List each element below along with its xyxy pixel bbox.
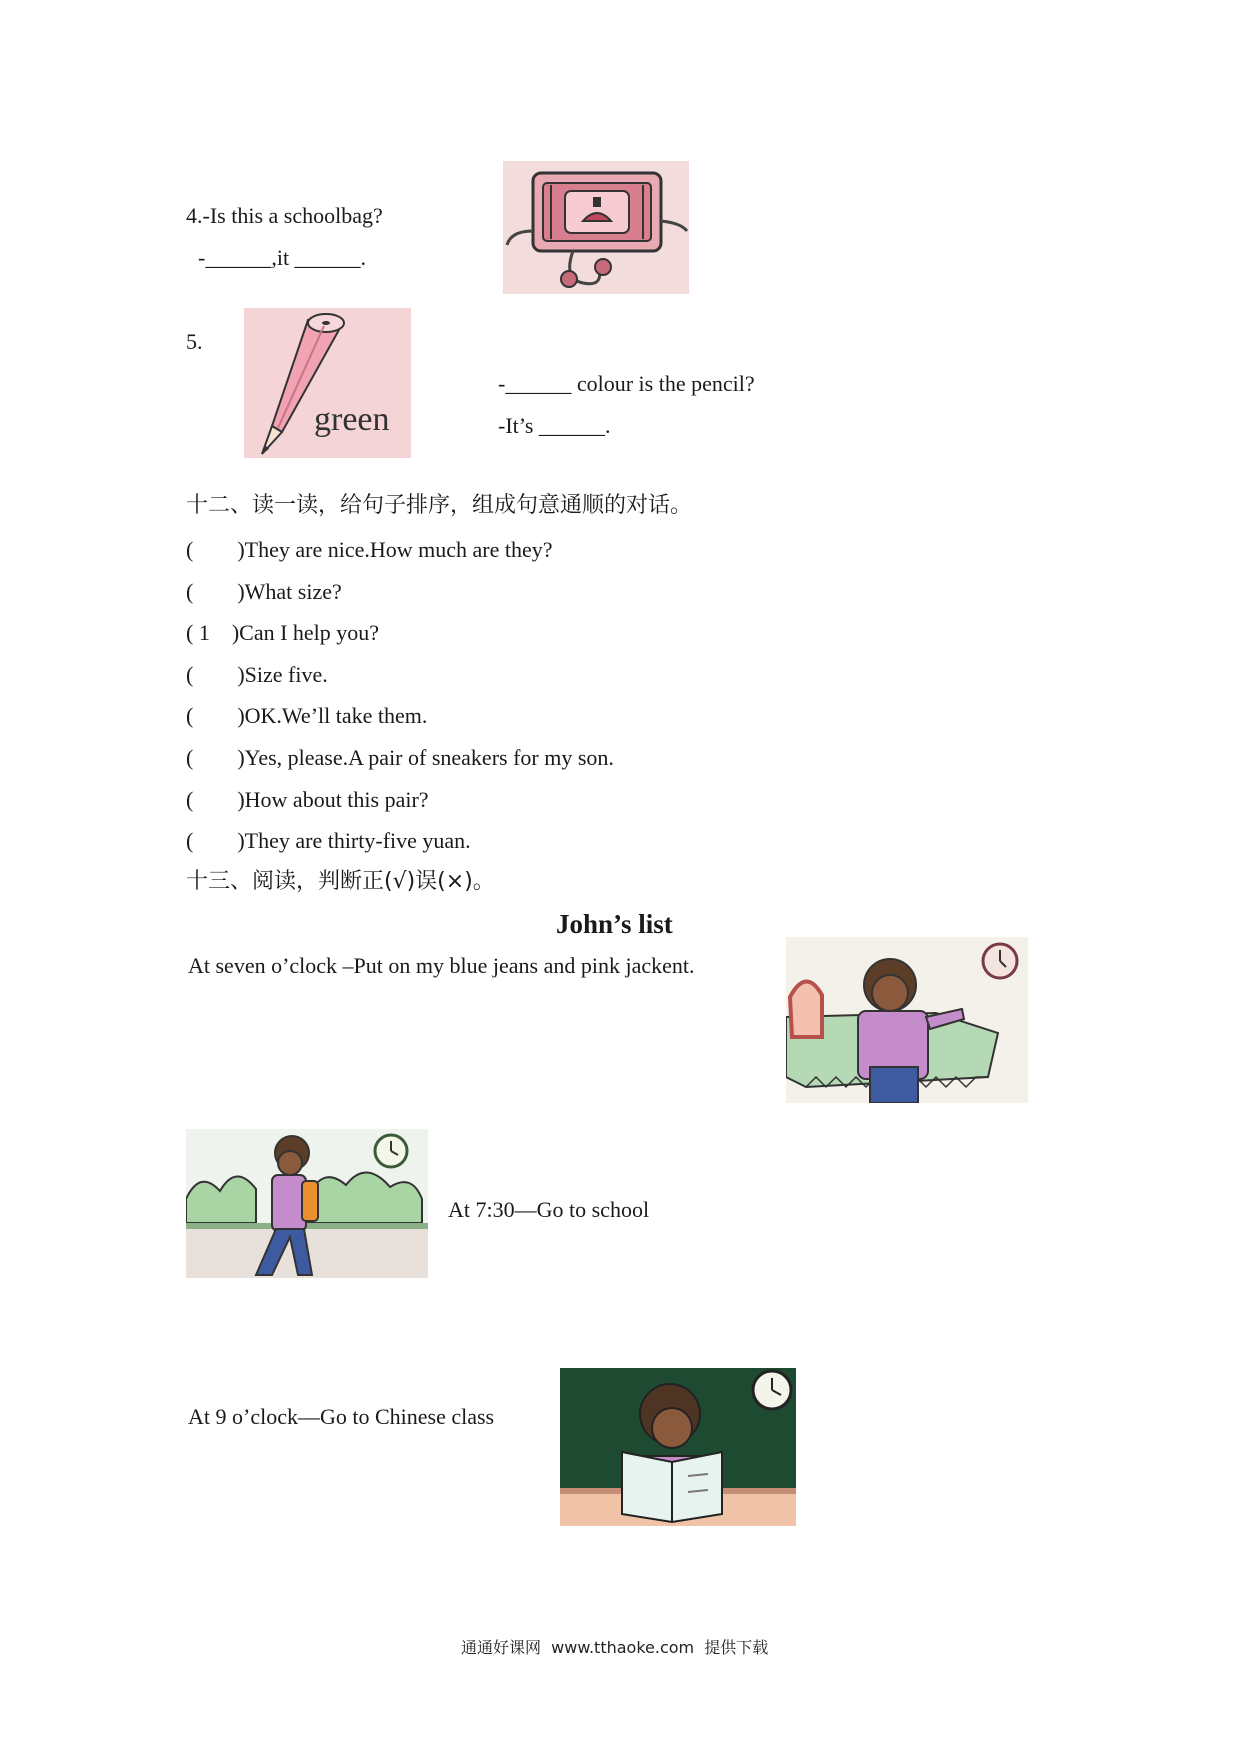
entry-3-text: At 9 o’clock—Go to Chinese class — [188, 1404, 495, 1429]
q5-question: -______ colour is the pencil? — [498, 371, 755, 396]
section12-item-5: ( )OK.We’ll take them. — [186, 703, 428, 728]
section12-item-1: ( )They are nice.How much are they? — [186, 537, 553, 562]
q5-number: 5. — [186, 329, 203, 354]
pencil-word: green — [314, 401, 390, 438]
walkman-image — [503, 161, 689, 294]
q4-question: 4.-Is this a schoolbag? — [186, 203, 383, 228]
pencil-image — [244, 308, 411, 458]
section12-item-3: ( 1 )Can I help you? — [186, 620, 380, 645]
entry-2-text: At 7:30—Go to school — [448, 1197, 650, 1222]
john-dressing-image — [786, 937, 1028, 1103]
section12-item-8: ( )They are thirty-five yuan. — [186, 828, 471, 853]
section13-heading: 十三、阅读，判断正(√)误(×)。 — [186, 869, 495, 894]
section12-heading: 十二、读一读，给句子排序，组成句意通顺的对话。 — [186, 493, 693, 518]
section12-item-6: ( )Yes, please.A pair of sneakers for my son. — [186, 745, 614, 770]
section12-item-7: ( )How about this pair? — [186, 787, 429, 812]
q4-answer-line: -______,it ______. — [198, 245, 367, 270]
footer-note: 通通好课网 www.tthaoke.com 提供下载 — [461, 1638, 769, 1657]
q5-answer-line: -It’s ______. — [498, 413, 611, 438]
john-reading-image — [560, 1368, 796, 1526]
section12-item-2: ( )What size? — [186, 579, 342, 604]
entry-1-text: At seven o’clock –Put on my blue jeans and pink jackent. — [188, 953, 695, 978]
list-title: John’s list — [556, 909, 673, 939]
john-walking-image — [186, 1129, 428, 1278]
section12-item-4: ( )Size five. — [186, 662, 328, 687]
